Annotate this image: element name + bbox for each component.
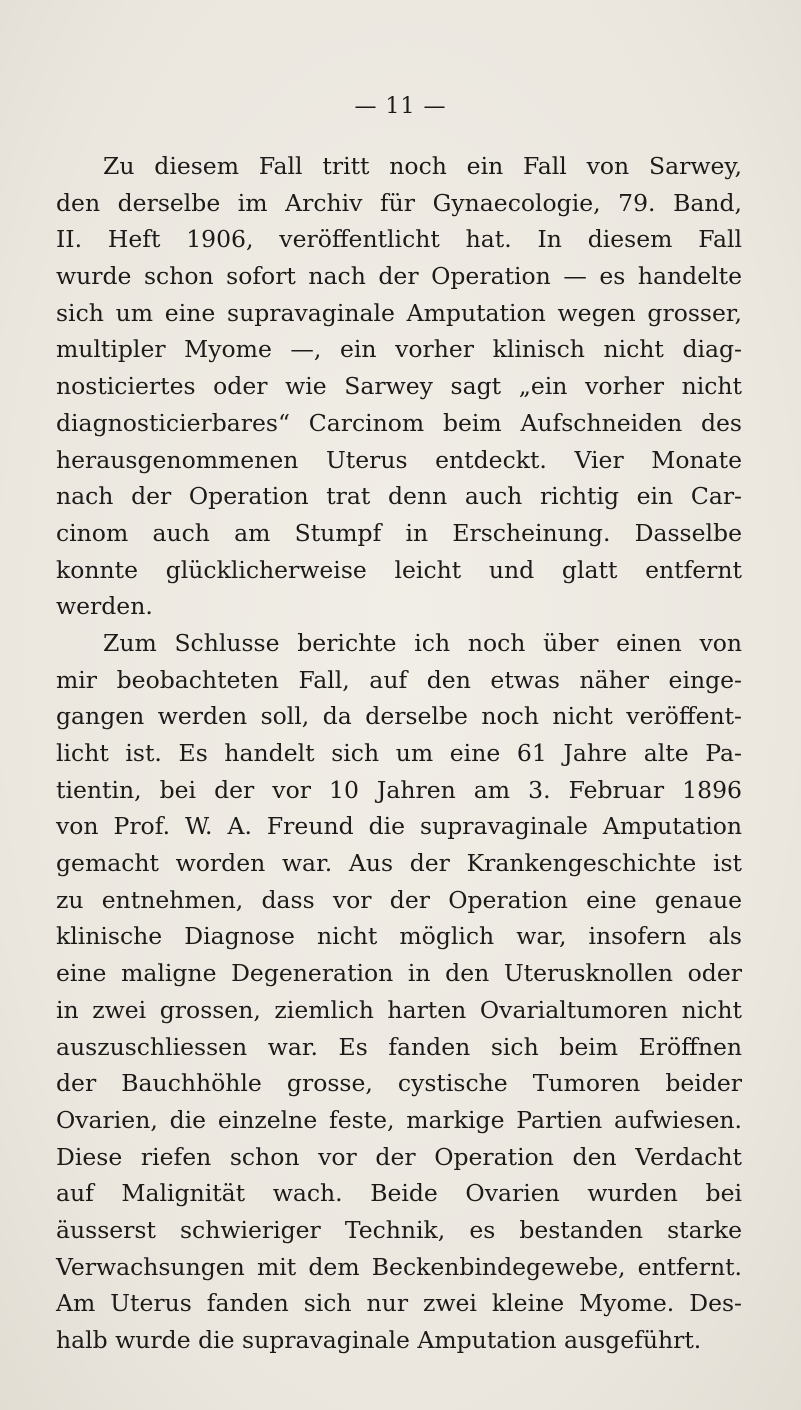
text-line: konnte glücklicherweise leicht und glatt entfernt	[56, 555, 742, 584]
text-line: cinom auch am Stumpf in Erscheinung. Dasselbe	[56, 518, 742, 547]
text-line: Diese riefen schon vor der Operation den Verdacht	[56, 1142, 742, 1171]
text-line: gangen werden soll, da derselbe noch nicht veröffent-	[56, 702, 742, 731]
text-line: in zwei grossen, ziemlich harten Ovarialtumoren nicht	[56, 995, 742, 1024]
text-line: zu entnehmen, dass vor der Operation eine genaue	[56, 885, 742, 914]
text-line: mir beobachteten Fall, auf den etwas näher einge-	[56, 665, 742, 694]
text-line: den derselbe im Archiv für Gynaecologie, 79. Band,	[56, 188, 742, 217]
text-line: II. Heft 1906, veröffentlicht hat. In diesem Fall	[56, 225, 742, 254]
text-line: eine maligne Degeneration in den Uterusknollen oder	[56, 959, 742, 988]
text-line: wurde schon sofort nach der Operation — es handelte	[56, 262, 742, 291]
text-line: klinische Diagnose nicht möglich war, insofern als	[56, 922, 742, 951]
page-number: — 11 —	[354, 94, 447, 119]
text-line: von Prof. W. A. Freund die supravaginale Amputation	[56, 812, 742, 841]
text-line: Ovarien, die einzelne feste, markige Partien aufwiesen.	[56, 1105, 742, 1134]
text-line: gemacht worden war. Aus der Krankengeschichte ist	[56, 849, 742, 878]
text-line: auszuschliessen war. Es fanden sich beim Eröffnen	[56, 1032, 742, 1061]
text-line: auf Malignität wach. Beide Ovarien wurden bei	[56, 1179, 742, 1208]
paragraph-2-line-1: Zum Schlusse berichte ich noch über einen von	[103, 628, 742, 657]
paragraph-1-last-line: werden.	[56, 592, 153, 621]
text-line: Am Uterus fanden sich nur zwei kleine Myome. Des-	[56, 1289, 742, 1318]
text-line: nach der Operation trat denn auch richtig ein Car-	[56, 482, 742, 511]
text-line: Verwachsungen mit dem Beckenbindegewebe, entfernt.	[56, 1252, 742, 1281]
text-line: licht ist. Es handelt sich um eine 61 Jahre alte Pa-	[56, 739, 742, 767]
text-line: äusserst schwieriger Technik, es bestanden starke	[56, 1215, 742, 1244]
paragraph-2-last-line: halb wurde die supravaginale Amputation ausgeführt.	[56, 1326, 702, 1354]
text-line: herausgenommenen Uterus entdeckt. Vier Monate	[56, 445, 742, 474]
text-line: diagnosticierbares“ Carcinom beim Aufschneiden des	[56, 408, 742, 437]
text-line: nosticiertes oder wie Sarwey sagt „ein vorher nicht	[56, 372, 742, 401]
paragraph-1-line-1: Zu diesem Fall tritt noch ein Fall von Sarwey,	[103, 152, 742, 180]
text-line: sich um eine supravaginale Amputation wegen grosser,	[56, 298, 742, 327]
text-line: multipler Myome —, ein vorher klinisch nicht diag-	[56, 335, 742, 364]
text-line: tientin, bei der vor 10 Jahren am 3. Februar 1896	[56, 775, 742, 804]
text-line: der Bauchhöhle grosse, cystische Tumoren beider	[56, 1069, 742, 1098]
body-text	[56, 148, 742, 1359]
